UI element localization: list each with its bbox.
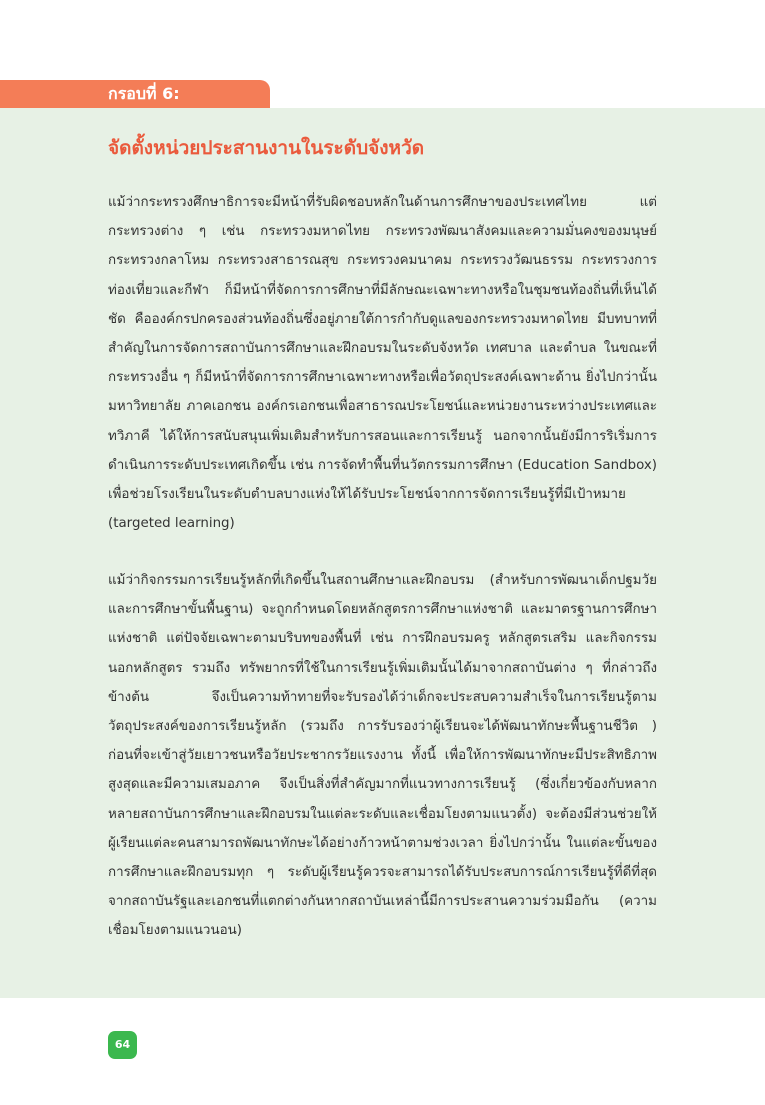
box-title: จัดตั้งหน่วยประสานงานในระดับจังหวัด — [108, 137, 425, 159]
paragraph: แม้ว่ากิจกรรมการเรียนรู้หลักที่เกิดขึ้นในสถานศึกษาและฝึกอบรม (สำหรับการพัฒนาเด็กปฐมวัย และการศึกษาขั้นพื้นฐาน) จะถูกกำหนดโดยหลักสูตรการศึกษาแห่งชาติ และมาตรฐานการศึกษาแห่งชาติ แต่ปัจจัยเฉพาะตามบริบทของพื้นที่ เช่น การฝึกอบรมครู หลักสูตรเสริม และกิจกรรมนอกหลักสูตร รวมถึง ทรัพยากรที่ใช้ในการเรียนรู้เพิ่มเติมนั้นได้มาจากสถาบันต่าง ๆ ที่กล่าวถึงข้างต้น จึงเป็นความท้าทายที่จะรับรองได้ว่าเด็กจะประสบความสำเร็จในการเรียนรู้ตามวัตถุประสงค์ของการเรียนรู้หลัก (รวมถึง การรับรองว่าผู้เรียนจะได้พัฒนาทักษะพื้นฐานชีวิต ) ก่อนที่จะเข้าสู่วัยเยาวชนหรือวัยประชากรวัยแรงงาน ทั้งนี้ เพื่อให้การพัฒนาทักษะมีประสิทธิภาพสูงสุดและมีความเสมอภาค จึงเป็นสิ่งที่สำคัญมากที่แนวทางการเรียนรู้ (ซึ่งเกี่ยวข้องกับหลากหลายสถาบันการศึกษาและฝึกอบรมในแต่ละระดับและเชื่อมโยงตามแนวตั้ง) จะต้องมีส่วนช่วยให้ผู้เรียนแต่ละคนสามารถพัฒนาทักษะได้อย่างก้าวหน้าตามช่วงเวลา ยิ่งไปกว่านั้น ในแต่ละขั้นของการศึกษาและฝึกอบรมทุก ๆ ระดับผู้เรียนรู้ควรจะสามารถได้รับประสบการณ์การเรียนรู้ที่ดีที่สุดจากสถาบันรัฐและเอกชนที่แตกต่างกันหากสถาบันเหล่านี้มีการประสานความร่วมมือกัน (ความเชื่อมโยงตามแนวนอน) — [108, 573, 657, 939]
page-number-badge: 64 — [108, 1031, 137, 1059]
content-box — [0, 108, 765, 998]
box-label: กรอบที่ 6: — [108, 84, 180, 103]
paragraph: แม้ว่ากระทรวงศึกษาธิการจะมีหน้าที่รับผิดชอบหลักในด้านการศึกษาของประเทศไทย แต่กระทรวงต่าง ๆ เช่น กระทรวงมหาดไทย กระทรวงพัฒนาสังคมและความมั่นคงของมนุษย์ กระทรวงกลาโหม กระทรวงสาธารณสุข กระทรวงคมนาคม กระทรวงวัฒนธรรม กระทรวงการท่องเที่ยวและกีฬา ก็มีหน้าที่จัดการการศึกษาที่มีลักษณะเฉพาะทางหรือในชุมชนท้องถิ่นที่เห็นได้ชัด คือองค์กรปกครองส่วนท้องถิ่นซึ่งอยู่ภายใต้การกำกับดูแลของกระทรวงมหาดไทย มีบทบาทที่สำคัญในการจัดการสถาบันการศึกษาและฝึกอบรมในระดับจังหวัด เทศบาล และตำบล ในขณะที่กระทรวงอื่น ๆ ก็มีหน้าที่จัดการการศึกษาเฉพาะทางหรือเพื่อวัตถุประสงค์เฉพาะด้าน ยิ่งไปกว่านั้นมหาวิทยาลัย ภาคเอกชน องค์กรเอกชนเพื่อสาธารณประโยชน์และหน่วยงานระหว่างประเทศและทวิภาคี ได้ให้การสนับสนุนเพิ่มเติมสำหรับการสอนและการเรียนรู้ นอกจากนั้นยังมีการริเริ่มการดำเนินการระดับประเทศเกิดขึ้น เช่น การจัดทำพื้นที่นวัตกรรมการศึกษา (Education Sandbox) เพื่อช่วยโรงเรียนในระดับตำบลบางแห่งให้ได้รับประโยชน์จากการจัดการเรียนรู้ที่มีเป้าหมาย (targeted learning) — [108, 195, 657, 532]
box-label-tab — [0, 80, 270, 108]
